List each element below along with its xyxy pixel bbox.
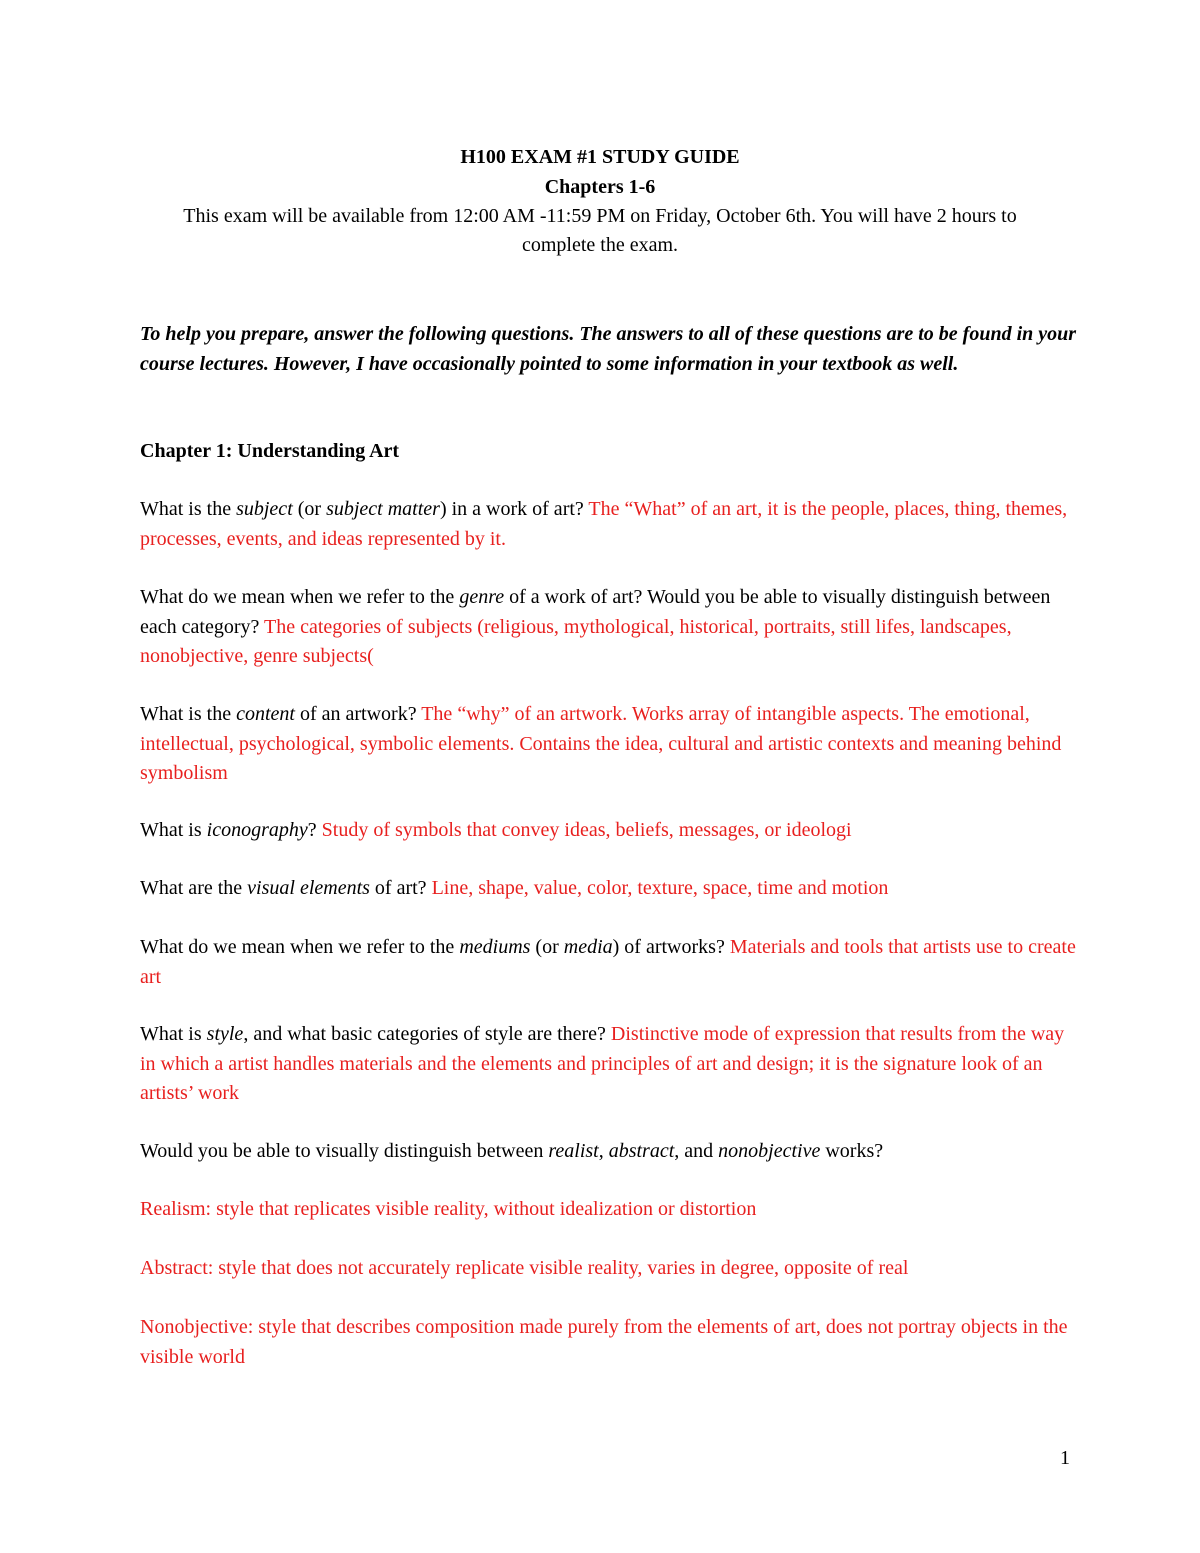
question-text: , and xyxy=(674,1140,719,1162)
question-text: (or xyxy=(530,936,564,958)
question-text: of art? xyxy=(369,877,432,899)
definition-nonobjective: Nonobjective: style that describes composition made purely from the elements of art, does not portray objects in the visible world xyxy=(140,1316,1068,1368)
question-text: of an artwork? xyxy=(294,703,422,725)
answer-text: Materials and tools that artists use to create art xyxy=(140,936,1076,988)
key-term: nonobjective xyxy=(718,1140,821,1162)
page-title: H100 EXAM #1 STUDY GUIDE xyxy=(460,146,740,168)
answer-text: The categories of subjects (religious, mythological, historical, portraits, still lifes, landscapes, nonobjective, genre subjects( xyxy=(140,615,1012,667)
answer-text: The “What” of an art, it is the people, places, thing, themes, processes, events, and ideas represented by it. xyxy=(140,498,1068,550)
definition-abstract: Abstract: style that does not accurately replicate visible reality, varies in degree, opposite of real xyxy=(140,1257,909,1279)
key-term: visual elements xyxy=(247,877,370,899)
chapter-heading: Chapter 1: Understanding Art xyxy=(140,440,400,462)
question-text: ) in a work of art? xyxy=(439,498,589,520)
definition-realism: Realism: style that replicates visible reality, without idealization or distortion xyxy=(140,1198,757,1220)
question-text: , xyxy=(598,1140,609,1162)
key-term: media xyxy=(563,936,613,958)
question-iconography xyxy=(140,816,1080,846)
key-term: subject matter xyxy=(326,498,440,520)
key-term: style xyxy=(206,1023,244,1045)
question-content xyxy=(140,700,1080,789)
answer-text: Distinctive mode of expression that results from the way in which a artist handles materials and the elements and principles of art and design; it is the signature look of an artists’ work xyxy=(140,1023,1065,1104)
page-number: 1 xyxy=(1060,1447,1070,1469)
question-text: , and what basic categories of style are there? xyxy=(243,1023,611,1045)
question-style xyxy=(140,1020,1080,1109)
question-style-types xyxy=(140,1137,1080,1167)
key-term: iconography xyxy=(206,819,308,841)
key-term: subject xyxy=(236,498,293,520)
answer-text: Study of symbols that convey ideas, beliefs, messages, or ideologi xyxy=(321,819,852,841)
answer-text: Line, shape, value, color, texture, space, time and motion xyxy=(431,877,889,899)
question-text: What is the xyxy=(140,498,237,520)
key-term: abstract xyxy=(608,1140,675,1162)
page-subtitle: Chapters 1-6 xyxy=(544,176,656,198)
question-text: of a work of art? Would you be able to visually distinguish between each category? xyxy=(140,586,1051,638)
question-text: works? xyxy=(820,1140,884,1162)
question-text: What is the xyxy=(140,703,237,725)
question-genre xyxy=(140,583,1080,672)
answer-text: The “why” of an artwork. Works array of intangible aspects. The emotional, intellectual, psychological, symbolic elements. Contains the idea, cultural and artistic contexts and meaning behind symbolism xyxy=(140,703,1062,784)
key-term: genre xyxy=(459,586,505,608)
question-text: (or xyxy=(292,498,327,520)
question-text: ) of artworks? xyxy=(612,936,730,958)
question-text: What do we mean when we refer to the xyxy=(140,936,460,958)
instructions: To help you prepare, answer the following questions. The answers to all of these questions are to be found in your course lectures. However, I have occasionally pointed to some information in your textbook as well. xyxy=(140,323,1077,375)
question-visual-elements xyxy=(140,874,1080,904)
question-text: Would you be able to visually distinguish between xyxy=(140,1140,549,1162)
question-text: What do we mean when we refer to the xyxy=(140,586,460,608)
question-subject xyxy=(140,495,1080,554)
key-term: content xyxy=(236,703,295,725)
question-text: What are the xyxy=(140,877,248,899)
question-text: What is xyxy=(140,1023,207,1045)
key-term: mediums xyxy=(459,936,531,958)
question-text: What is xyxy=(140,819,207,841)
key-term: realist xyxy=(548,1140,599,1162)
question-text: ? xyxy=(307,819,322,841)
question-mediums xyxy=(140,933,1080,992)
availability-note: This exam will be available from 12:00 AM -11:59 PM on Friday, October 6th. You will have 2 hours to complete the exam. xyxy=(183,205,1017,256)
